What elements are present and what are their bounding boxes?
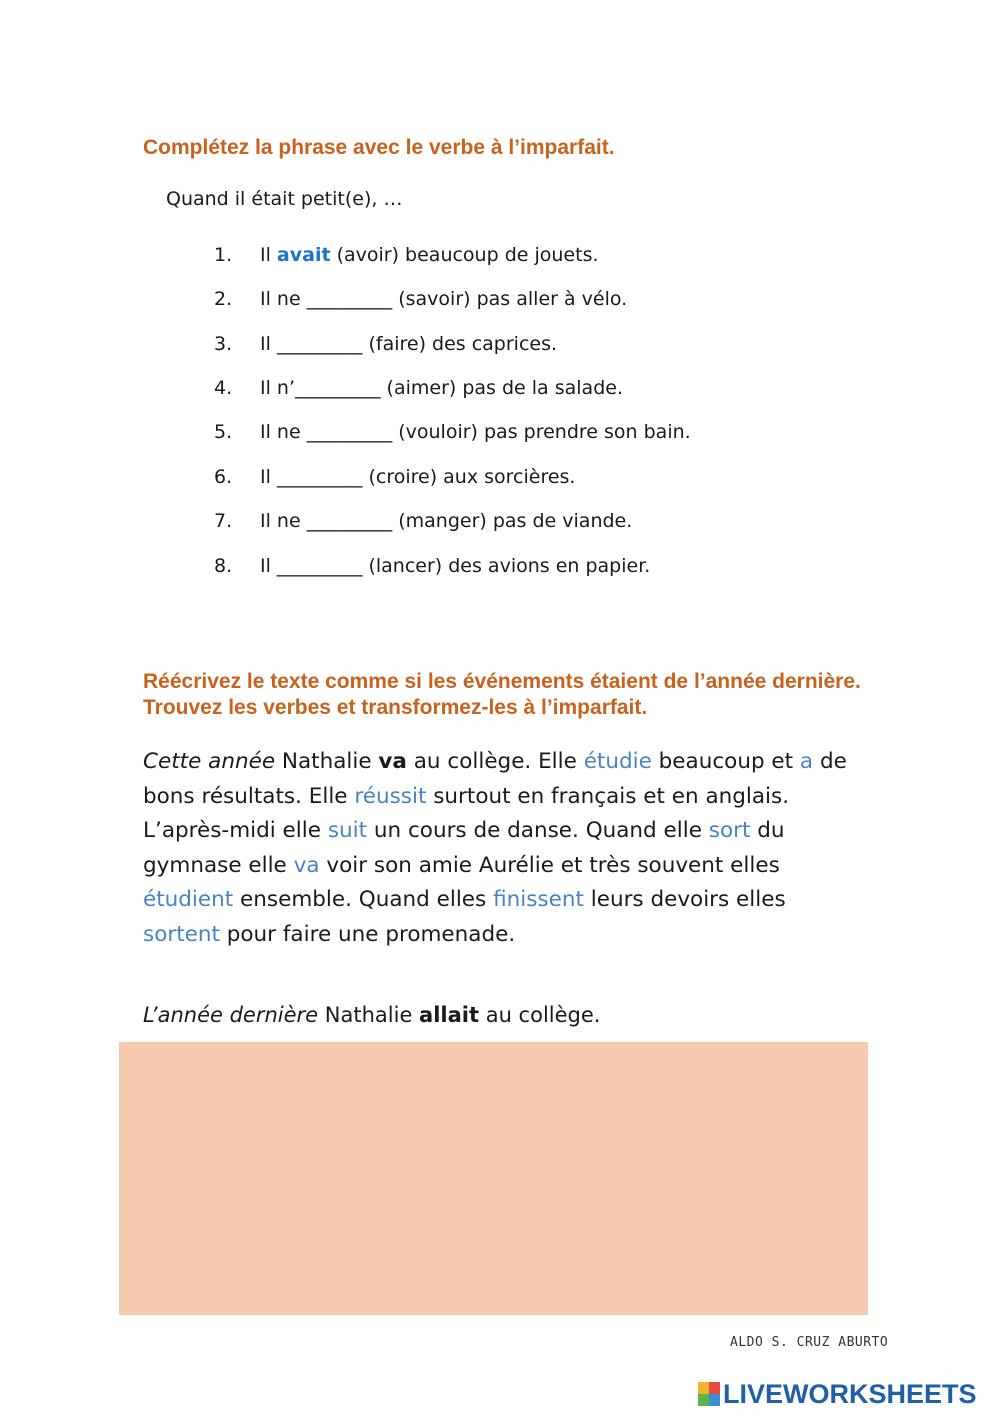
item-number: 5. [214, 421, 233, 443]
story-verb: sort [708, 818, 751, 843]
answer-textbox[interactable] [119, 1042, 868, 1315]
exercise2-heading: Réécrivez le texte comme si les événements étaient de l’année dernière. Trouvez les verbes et transformez-les à l’imparfait. [143, 670, 861, 719]
example-answer: avait [276, 244, 331, 266]
item-text[interactable]: Il ne _________ (manger) pas de viande. [260, 510, 633, 532]
exercise-item-5 [0, 417, 800, 447]
story-verb: finissent [493, 887, 584, 912]
story-text: ensemble. Quand elles [233, 887, 494, 912]
story-verb: étudient [143, 887, 234, 912]
item-text[interactable]: Il _________ (croire) aux sorcières. [260, 466, 576, 488]
exercise-item-7 [0, 506, 800, 536]
story-verb: suit [327, 818, 368, 843]
story-text: voir son amie Aurélie et très souvent elles [319, 852, 780, 878]
exercise-item-3 [0, 329, 800, 359]
example-verb: allait [419, 1003, 480, 1027]
exercise-item-8 [0, 551, 800, 581]
story-text: au collège. Elle [406, 749, 584, 774]
item-text-before: Il [260, 244, 277, 266]
story-text: du gymnase elle [143, 818, 785, 878]
story-verb: a [799, 749, 814, 774]
item-number: 4. [214, 377, 233, 399]
exercise-item-1 [0, 240, 800, 270]
story-time-phrase: Cette année [143, 749, 276, 774]
item-text-after: (avoir) beaucoup de jouets. [330, 244, 599, 266]
item-number: 2. [214, 288, 233, 310]
story-text: leurs devoirs elles [583, 887, 786, 912]
author-credit: ALDO S. CRUZ ABURTO [730, 1335, 889, 1350]
story-verb: étudie [583, 749, 652, 774]
story-verb: sortent [143, 921, 220, 947]
story-verb: réussit [354, 783, 427, 809]
item-text[interactable]: Il _________ (faire) des caprices. [260, 333, 558, 355]
exercise1-heading: Complétez la phrase avec le verbe à l’imparfait. [143, 136, 615, 159]
example-time-phrase: L’année dernière [143, 1003, 319, 1027]
story-text: pour faire une promenade. [219, 921, 516, 947]
example-text: au collège. [479, 1003, 601, 1027]
liveworksheets-brand[interactable] [698, 1379, 977, 1409]
item-number: 1. [214, 244, 233, 266]
item-number: 6. [214, 466, 233, 488]
item-text[interactable]: Il ne _________ (savoir) pas aller à vélo. [260, 288, 628, 310]
story-text: beaucoup et [651, 749, 800, 774]
story-verb: va [293, 852, 320, 878]
item-number: 3. [214, 333, 233, 355]
story-verb-bold: va [378, 749, 407, 774]
story-text: surtout en français et en anglais. L’après-midi elle [143, 783, 790, 843]
story-text: de bons résultats. Elle [143, 749, 847, 809]
item-text[interactable]: Il ne _________ (vouloir) pas prendre son bain. [260, 421, 691, 443]
exercise1-intro: Quand il était petit(e), … [166, 188, 403, 210]
item-number: 7. [214, 510, 233, 532]
story-paragraph [143, 745, 863, 952]
item-text[interactable]: Il n’_________ (aimer) pas de la salade. [260, 377, 623, 399]
exercise-item-2 [0, 284, 800, 314]
story-text: un cours de danse. Quand elle [367, 818, 709, 843]
exercise-item-6 [0, 462, 800, 492]
liveworksheets-logo-icon [698, 1382, 720, 1406]
item-number: 8. [214, 555, 233, 577]
brand-name: LIVEWORKSHEETS [723, 1378, 977, 1409]
example-text: Nathalie [318, 1003, 420, 1027]
example-sentence [143, 1003, 600, 1027]
item-text [260, 240, 599, 270]
story-text: Nathalie [275, 749, 379, 774]
item-text[interactable]: Il _________ (lancer) des avions en papier. [260, 555, 651, 577]
exercise-item-4 [0, 373, 800, 403]
